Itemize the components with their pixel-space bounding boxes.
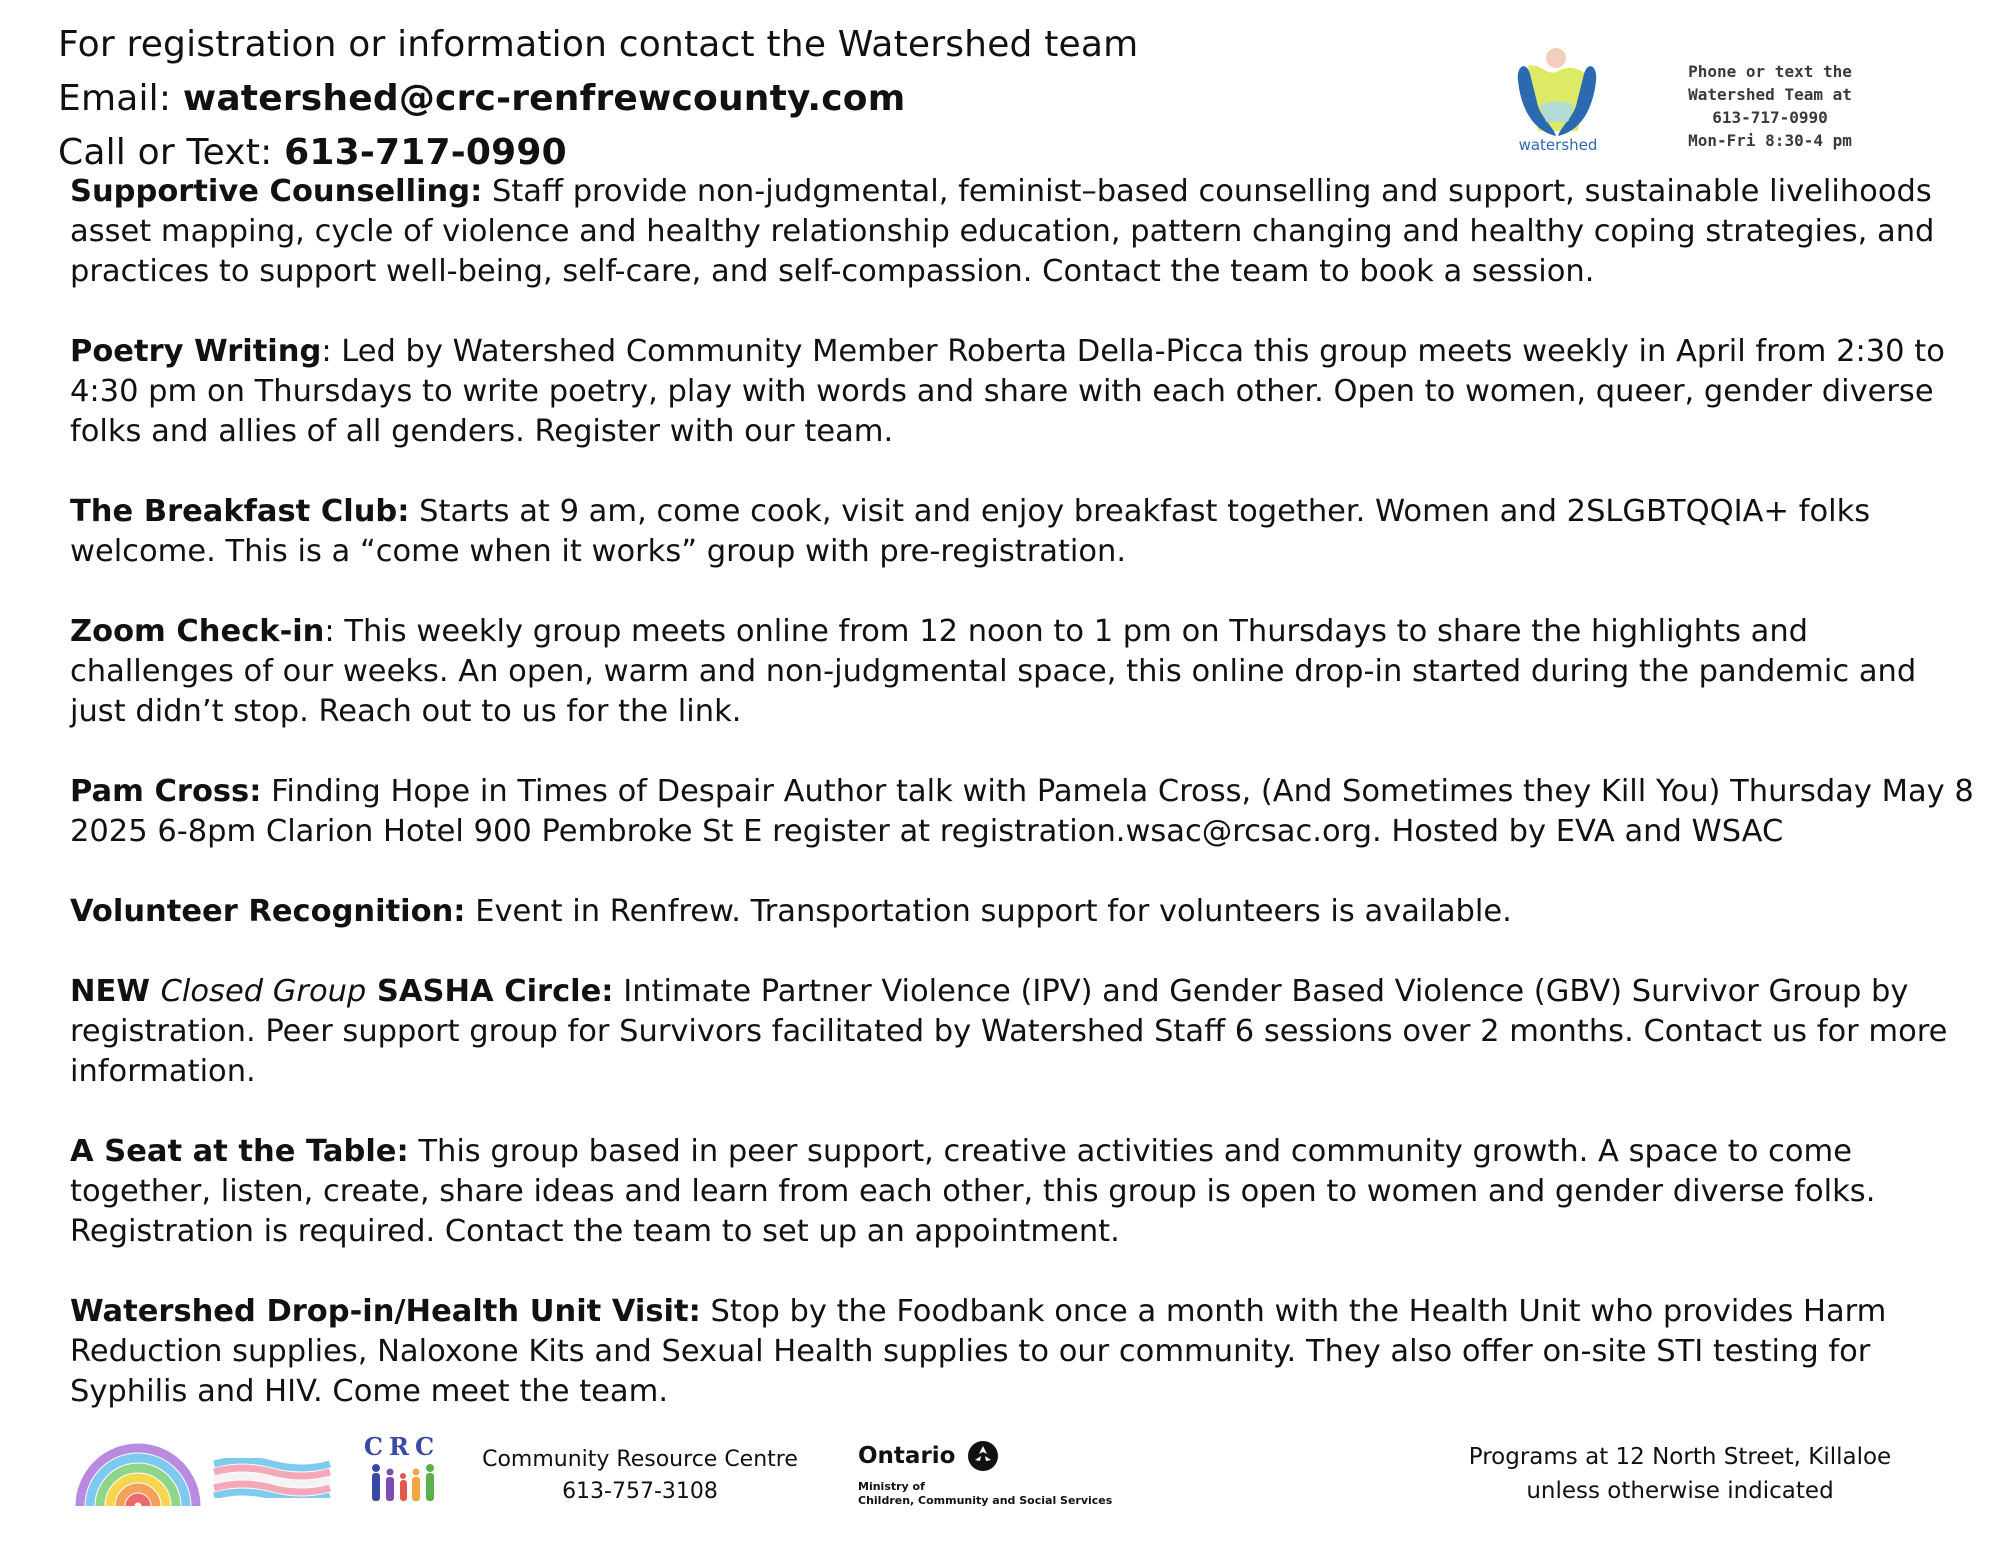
program-text: : Led by Watershed Community Member Roberta Della-Picca this group meets weekly in April from 2:30 to 4:30 pm on Thursdays to write poetry, play with words and share with each other. Open to women, queer, gender diverse folks and allies of all genders. Register with our team.	[70, 334, 1945, 449]
program-item	[70, 172, 1975, 292]
program-text: Stop by the Foodbank once a month with the Health Unit who provides Harm Reduction supplies, Naloxone Kits and Sexual Health supplies to our community. They also offer on-site STI testing for Syphilis and HIV. Come meet the team.	[70, 1294, 1887, 1409]
phone-number: 613-717-0990	[284, 132, 567, 173]
email-link[interactable]: watershed@crc-renfrewcounty.com	[182, 78, 906, 119]
program-text: Staff provide non-judgmental, feminist–based counselling and support, sustainable livelihoods asset mapping, cycle of violence and healthy relationship education, pattern changing and healthy coping strategies, and practices to support well-being, self-care, and self-compassion. Contact the team to book a session.	[70, 174, 1935, 289]
program-title: Volunteer Recognition:	[70, 894, 466, 929]
contact-intro: For registration or information contact the Watershed team	[58, 24, 1139, 65]
phone-note-line: Watershed Team at	[1688, 85, 1852, 104]
crc-letters: CRC	[363, 1432, 441, 1461]
program-title: The Breakfast Club:	[70, 494, 410, 529]
program-title: Poetry Writing	[70, 334, 322, 369]
program-title: Pam Cross:	[70, 774, 262, 809]
program-item	[70, 1292, 1975, 1412]
program-item	[70, 612, 1975, 732]
phone-note	[1660, 60, 1880, 152]
program-item	[70, 492, 1975, 572]
trillium-icon	[967, 1440, 999, 1472]
email-line	[58, 72, 1138, 126]
program-item	[70, 332, 1975, 452]
footer	[0, 1420, 2000, 1540]
program-item	[70, 1132, 1975, 1252]
crc-contact	[470, 1444, 810, 1508]
program-text: This group based in peer support, creative activities and community growth. A space to come together, listen, create, share ideas and learn from each other, this group is open to women and gender diverse folks. Registration is required. Contact the team to set up an appointment.	[70, 1134, 1876, 1249]
program-text: Intimate Partner Violence (IPV) and Gender Based Violence (GBV) Survivor Group by registration. Peer support group for Survivors facilitated by Watershed Staff 6 sessions over 2 months. Contact us for more information.	[70, 974, 1948, 1089]
program-list	[70, 172, 1975, 1452]
program-title-prefix: NEW	[70, 974, 161, 1009]
program-item	[70, 892, 1975, 932]
program-text: : This weekly group meets online from 12 noon to 1 pm on Thursdays to share the highlights and challenges of our weeks. An open, warm and non-judgmental space, this online drop-in started during the pandemic and just didn’t stop. Reach out to us for the link.	[70, 614, 1917, 729]
email-label: Email:	[58, 78, 183, 119]
ontario-logo	[858, 1440, 1112, 1508]
trans-flag-icon	[212, 1458, 332, 1498]
crc-name: Community Resource Centre	[482, 1447, 798, 1472]
program-title-italic: Closed Group	[160, 974, 367, 1009]
program-title: SASHA Circle:	[366, 974, 614, 1009]
program-title: Supportive Counselling:	[70, 174, 483, 209]
phone-note-line: Mon-Fri 8:30-4 pm	[1688, 131, 1852, 150]
program-title: Watershed Drop-in/Health Unit Visit:	[70, 1294, 701, 1329]
crc-logo	[362, 1432, 442, 1512]
program-item	[70, 772, 1975, 852]
ontario-word: Ontario	[858, 1443, 956, 1469]
programs-location-line: Programs at 12 North Street, Killaloe	[1468, 1444, 1892, 1470]
ministry-line: Ministry of	[858, 1480, 925, 1493]
crc-phone: 613-757-3108	[562, 1479, 718, 1504]
programs-location	[1440, 1440, 1920, 1508]
program-text: Finding Hope in Times of Despair Author talk with Pamela Cross, (And Sometimes they Kill You) Thursday May 8 2025 6-8pm Clarion Hotel 900 Pembroke St E register at registration.wsac@rcsac.org. Hosted by EVA and WSAC	[70, 774, 1974, 849]
program-item	[70, 972, 1975, 1092]
phone-label: Call or Text:	[58, 132, 285, 173]
phone-note-line: Phone or text the	[1688, 62, 1852, 81]
program-title: A Seat at the Table:	[70, 1134, 409, 1169]
family-figures-icon	[368, 1462, 438, 1504]
program-text: Event in Renfrew. Transportation support for volunteers is available.	[465, 894, 1512, 929]
program-text: Starts at 9 am, come cook, visit and enjoy breakfast together. Women and 2SLGBTQQIA+ folks welcome. This is a “come when it works” group with pre-registration.	[70, 494, 1871, 569]
ministry-line: Children, Community and Social Services	[858, 1494, 1113, 1507]
rainbow-icon	[74, 1438, 202, 1510]
contact-header	[58, 18, 1138, 180]
ministry-name	[858, 1480, 1112, 1508]
logo-label: watershed	[1518, 136, 1598, 154]
phone-note-line: 613-717-0990	[1712, 108, 1828, 127]
program-title: Zoom Check-in	[70, 614, 325, 649]
programs-location-line: unless otherwise indicated	[1526, 1478, 1834, 1504]
